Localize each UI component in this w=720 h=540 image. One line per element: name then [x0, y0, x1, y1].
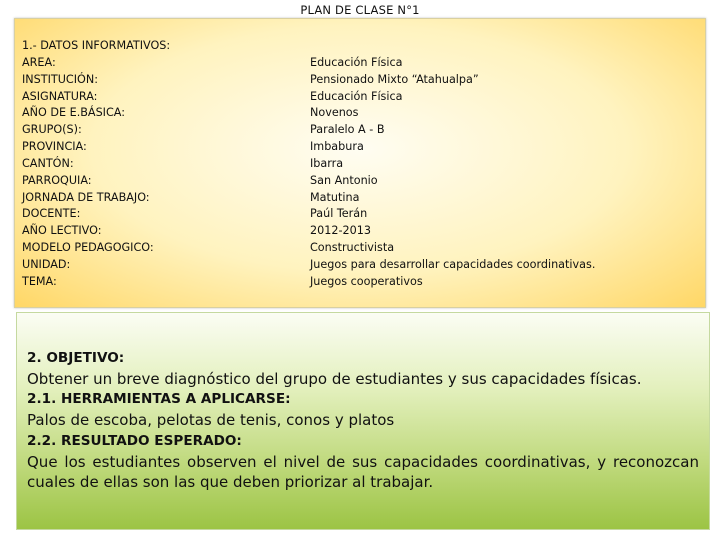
value-grupos: Paralelo A - B [310, 123, 385, 137]
label-ano-basica: AÑO DE E.BÁSICA: [22, 106, 126, 120]
value-area: Educación Física [310, 55, 403, 69]
datos-informativos-box [14, 18, 706, 308]
value-provincia: Imbabura [310, 140, 364, 154]
label-parroquia: PARROQUIA: [22, 173, 92, 187]
value-unidad: Juegos para desarrollar capacidades coordinativas. [310, 257, 596, 271]
value-parroquia: San Antonio [310, 173, 378, 187]
label-provincia: PROVINCIA: [22, 140, 87, 154]
value-institucion: Pensionado Mixto “Atahualpa” [310, 72, 479, 86]
objetivo-box [16, 312, 710, 530]
value-modelo: Constructivista [310, 241, 395, 255]
objetivo-heading: 2. OBJETIVO: [27, 350, 125, 366]
label-jornada: JORNADA DE TRABAJO: [22, 190, 150, 204]
label-column [22, 38, 170, 291]
value-ano-basica: Novenos [310, 106, 359, 120]
label-unidad: UNIDAD: [22, 257, 71, 271]
resultado-heading: 2.2. RESULTADO ESPERADO: [27, 432, 242, 449]
label-docente: DOCENTE: [22, 207, 81, 221]
objetivo-text: Obtener un breve diagnóstico del grupo de estudiantes y sus capacidades físicas. [27, 369, 642, 388]
label-canton: CANTÓN: [22, 156, 74, 170]
label-institucion: INSTITUCIÓN: [22, 72, 98, 86]
datos-heading: 1.- DATOS INFORMATIVOS: [22, 39, 171, 52]
value-jornada: Matutina [310, 190, 360, 204]
value-canton: Ibarra [310, 156, 344, 170]
label-grupos: GRUPO(S): [22, 123, 82, 137]
label-asignatura: ASIGNATURA: [22, 89, 98, 103]
value-tema: Juegos cooperativos [310, 274, 423, 288]
herramientas-heading: 2.1. HERRAMIENTAS A APLICARSE: [27, 391, 291, 408]
resultado-text: Que los estudiantes observen el nivel de sus capacidades coordinativas, y reconozcan cuales de ellas son las que deben priorizar al trabajar. [27, 452, 699, 492]
value-ano-lectivo: 2012-2013 [310, 224, 371, 238]
label-ano-lectivo: AÑO LECTIVO: [22, 224, 102, 238]
value-docente: Paúl Terán [310, 207, 368, 221]
herramientas-text: Palos de escoba, pelotas de tenis, conos y platos [27, 411, 395, 430]
label-area: AREA: [22, 55, 56, 69]
value-column [310, 38, 595, 291]
label-modelo: MODELO PEDAGOGICO: [22, 241, 154, 255]
page-title: PLAN DE CLASE N°1 [300, 3, 420, 17]
label-tema: TEMA: [22, 274, 57, 288]
value-asignatura: Educación Física [310, 89, 403, 103]
